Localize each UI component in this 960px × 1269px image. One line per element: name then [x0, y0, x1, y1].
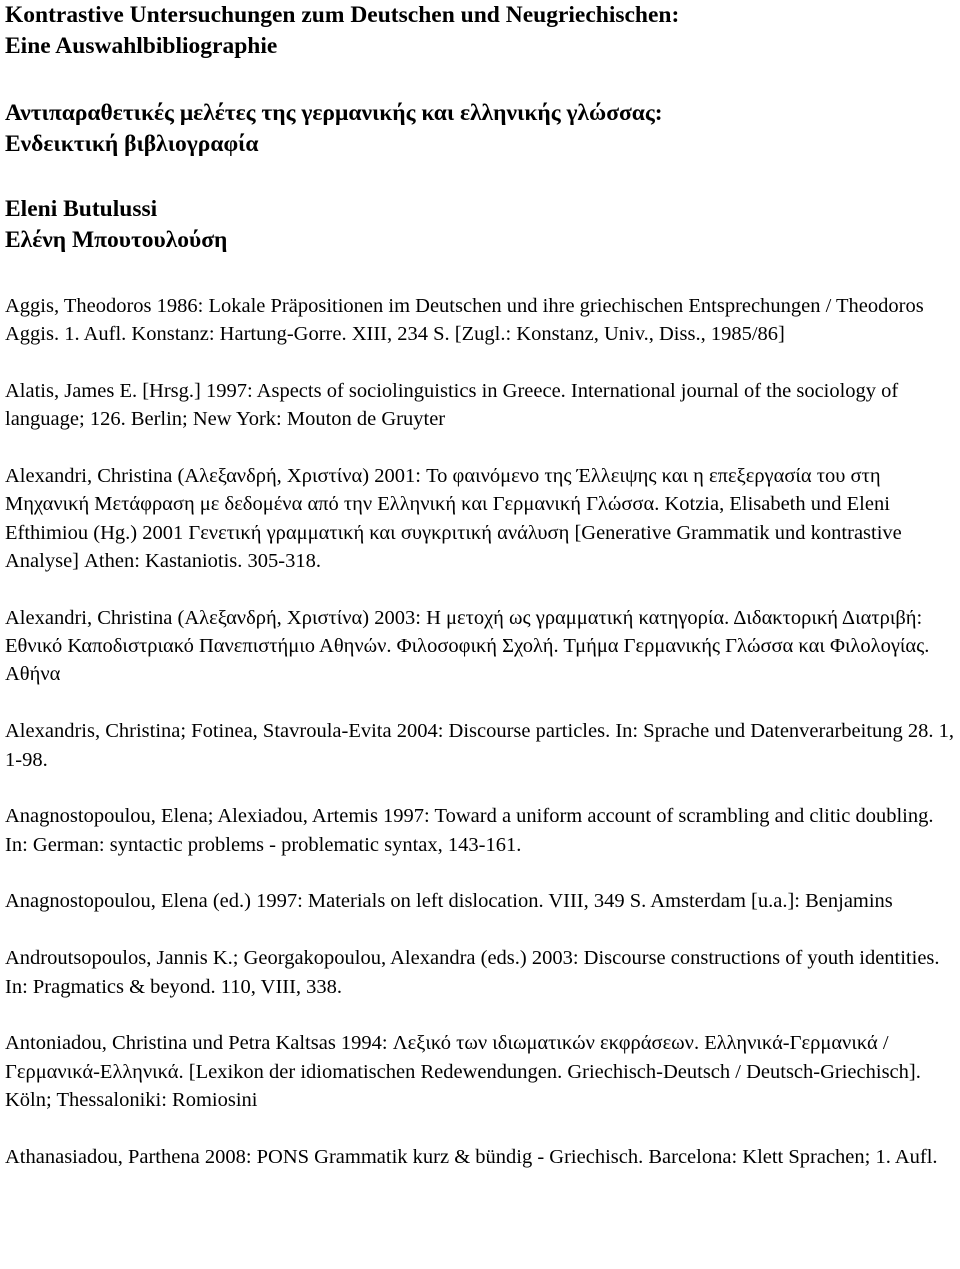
- bibliography-list: [5, 292, 957, 1171]
- title-greek: [5, 98, 957, 160]
- bibliography-entry: Alexandris, Christina; Fotinea, Stavroula-Evita 2004: Discourse particles. In: Sprache und Datenverarbeitung 28. 1, 1-98.: [5, 720, 955, 771]
- title-german-line-1: Kontrastive Untersuchungen zum Deutschen und Neugriechischen:: [5, 2, 680, 28]
- bibliography-entry: Alexandri, Christina (Αλεξανδρή, Χριστίνα) 2001: Το φαινόμενο της Έλλειψης και η επεξεργασία του στη Μηχανική Μετάφραση με δεδομένα από την Ελληνική και Γερμανική Γλώσσα. Kotzia, Elisabeth und Eleni Efthimiou (Hg.) 2001 Γενετική γραμματική και συγκριτική ανάλυση [Generative Grammatik und kontrastive Analyse] Athen: Kastaniotis. 305-318.: [5, 465, 902, 573]
- bibliography-entry: Androutsopoulos, Jannis K.; Georgakopoulou, Alexandra (eds.) 2003: Discourse constructions of youth identities. In: Pragmatics & beyond. 110, VIII, 338.: [5, 947, 940, 998]
- author-name-latin: Eleni Butulussi: [5, 196, 158, 222]
- title-german-line-2: Eine Auswahlbibliographie: [5, 33, 278, 59]
- bibliography-entry: Alexandri, Christina (Αλεξανδρή, Χριστίνα) 2003: Η μετοχή ως γραμματική κατηγορία. Διδακτορική Διατριβή: Εθνικό Καποδιστριακό Πανεπιστήμιο Αθηνών. Φιλοσοφική Σχολή. Τμήμα Γερμανικής Γλώσσα και Φιλολογίας. Αθήνα: [5, 606, 930, 686]
- bibliography-entry: Anagnostopoulou, Elena (ed.) 1997: Materials on left dislocation. VIII, 349 S. Amsterdam [u.a.]: Benjamins: [5, 890, 893, 913]
- author: [5, 194, 957, 256]
- bibliography-entry: Alatis, James E. [Hrsg.] 1997: Aspects of sociolinguistics in Greece. International journal of the sociology of language; 126. Berlin; New York: Mouton de Gruyter: [5, 380, 899, 431]
- author-name-greek: Ελένη Μπουτουλούση: [5, 227, 228, 253]
- bibliography-entry: Aggis, Theodoros 1986: Lokale Präpositionen im Deutschen und ihre griechischen Entsprechungen / Theodoros Aggis. 1. Aufl. Konstanz: Hartung-Gorre. XIII, 234 S. [Zugl.: Konstanz, Univ., Diss., 1985/86]: [5, 295, 924, 346]
- title-german: [5, 0, 957, 62]
- title-greek-line-1: Αντιπαραθετικές μελέτες της γερμανικής και ελληνικής γλώσσας:: [5, 100, 663, 126]
- bibliography-entry: Antoniadou, Christina und Petra Kaltsas 1994: Λεξικό των ιδιωματικών εκφράσεων. Ελληνικά-Γερμανικά / Γερμανικά-Ελληνικά. [Lexikon der idiomatischen Redewendungen. Griechisch-Deutsch / Deutsch-Griechisch]. Köln; Thessaloniki: Romiosini: [5, 1032, 921, 1111]
- bibliography-entry: Anagnostopoulou, Elena; Alexiadou, Artemis 1997: Toward a uniform account of scrambling and clitic doubling. In: German: syntactic problems - problematic syntax, 143-161.: [5, 805, 934, 856]
- title-greek-line-2: Ενδεικτική βιβλιογραφία: [5, 131, 259, 157]
- bibliography-page: [5, 0, 957, 1171]
- bibliography-entry: Athanasiadou, Parthena 2008: PONS Grammatik kurz & bündig - Griechisch. Barcelona: Klett Sprachen; 1. Aufl.: [5, 1145, 938, 1168]
